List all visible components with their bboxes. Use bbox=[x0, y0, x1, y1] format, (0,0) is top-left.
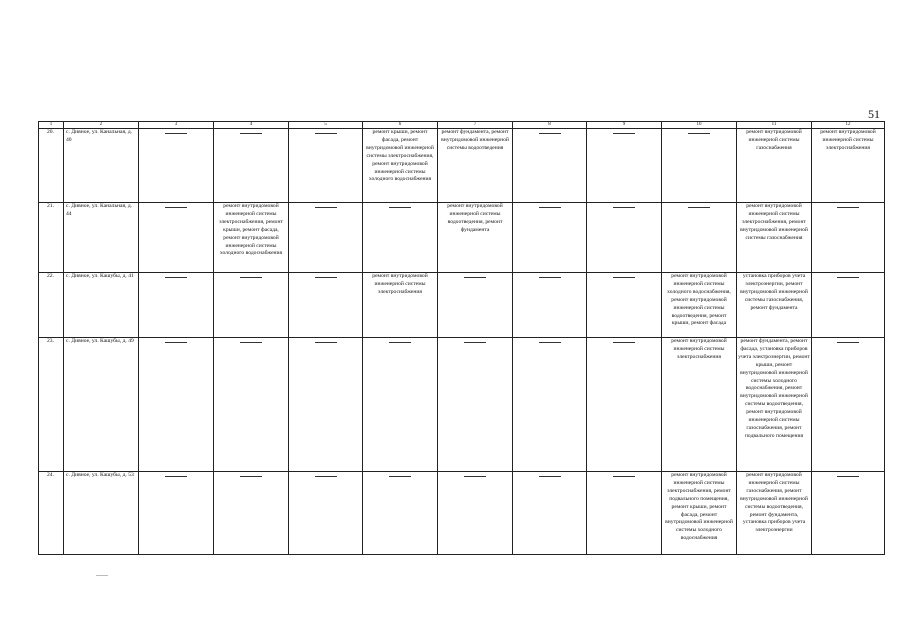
empty-cell bbox=[812, 338, 885, 472]
row-number: 22. bbox=[39, 273, 64, 338]
empty-cell bbox=[363, 203, 438, 273]
row-number: 21. bbox=[39, 203, 64, 273]
column-number-row bbox=[39, 122, 885, 129]
dash-mark bbox=[539, 207, 561, 208]
empty-cell bbox=[289, 129, 363, 203]
empty-cell bbox=[289, 203, 363, 273]
repair-schedule-table bbox=[38, 121, 885, 555]
column-number: 8 bbox=[513, 122, 587, 129]
dash-mark bbox=[613, 207, 635, 208]
address-cell: с. Дивное, ул. Кашубы, д. 49 bbox=[64, 338, 139, 472]
dash-mark bbox=[165, 133, 187, 134]
empty-cell bbox=[214, 273, 289, 338]
works-cell: ремонт фундамента, ремонт внутридомовой инженерной системы водоотведения bbox=[438, 129, 513, 203]
column-number: 12 bbox=[812, 122, 885, 129]
scan-speck bbox=[96, 575, 108, 576]
empty-cell bbox=[587, 338, 662, 472]
dash-mark bbox=[688, 207, 710, 208]
dash-mark bbox=[613, 133, 635, 134]
dash-mark bbox=[389, 476, 411, 477]
empty-cell bbox=[587, 472, 662, 555]
empty-cell bbox=[363, 472, 438, 555]
dash-mark bbox=[613, 277, 635, 278]
works-cell: ремонт внутридомовой инженерной системы водоотведения, ремонт фундамента bbox=[438, 203, 513, 273]
table-row bbox=[39, 338, 885, 472]
empty-cell bbox=[139, 203, 214, 273]
works-cell: ремонт внутридомовой инженерной системы газоснабжения, ремонт внутридомовой инженерной системы водоотведения, ремонт фундамента, установка приборов учета электроэнергии bbox=[737, 472, 812, 555]
empty-cell bbox=[139, 273, 214, 338]
page-number: 51 bbox=[868, 107, 880, 121]
empty-cell bbox=[513, 203, 587, 273]
dash-mark bbox=[315, 277, 337, 278]
works-cell: ремонт крыши, ремонт фасада, ремонт внутридомовой инженерной системы электроснабжения, ремонт внутридомовой инженерной системы холодного водоснабжения bbox=[363, 129, 438, 203]
dash-mark bbox=[240, 133, 262, 134]
dash-mark bbox=[837, 277, 859, 278]
column-number: 1 bbox=[39, 122, 64, 129]
address-cell: с. Дивное, ул. Канальная, д. 40 bbox=[64, 129, 139, 203]
works-cell: ремонт внутридомовой инженерной системы электроснабжения, ремонт крыши, ремонт фасада, ремонт внутридомовой инженерной системы холодного водоснабжения bbox=[214, 203, 289, 273]
column-number: 11 bbox=[737, 122, 812, 129]
empty-cell bbox=[438, 472, 513, 555]
empty-cell bbox=[587, 129, 662, 203]
dash-mark bbox=[240, 342, 262, 343]
table-row bbox=[39, 273, 885, 338]
row-number: 23. bbox=[39, 338, 64, 472]
empty-cell bbox=[662, 129, 737, 203]
dash-mark bbox=[539, 133, 561, 134]
works-cell: ремонт фундамента, ремонт фасада, установка приборов учета электроэнергии, ремонт крыши, ремонт внутридомовой инженерной системы холодного водоснабжения, ремонт внутридомовой инженерной системы водоотведения, ремонт внутридомовой инженерной системы газоснабжения, ремонт подвального помещения bbox=[737, 338, 812, 472]
dash-mark bbox=[240, 476, 262, 477]
dash-mark bbox=[837, 207, 859, 208]
empty-cell bbox=[513, 472, 587, 555]
dash-mark bbox=[240, 277, 262, 278]
dash-mark bbox=[315, 207, 337, 208]
dash-mark bbox=[464, 476, 486, 477]
empty-cell bbox=[214, 472, 289, 555]
dash-mark bbox=[539, 277, 561, 278]
dash-mark bbox=[389, 342, 411, 343]
dash-mark bbox=[837, 342, 859, 343]
empty-cell bbox=[289, 472, 363, 555]
works-cell: ремонт внутридомовой инженерной системы электроснабжения bbox=[363, 273, 438, 338]
empty-cell bbox=[812, 273, 885, 338]
dash-mark bbox=[464, 342, 486, 343]
column-number: 10 bbox=[662, 122, 737, 129]
column-number: 3 bbox=[139, 122, 214, 129]
empty-cell bbox=[812, 472, 885, 555]
column-number: 2 bbox=[64, 122, 139, 129]
empty-cell bbox=[812, 203, 885, 273]
column-number: 9 bbox=[587, 122, 662, 129]
empty-cell bbox=[587, 273, 662, 338]
empty-cell bbox=[289, 273, 363, 338]
empty-cell bbox=[513, 273, 587, 338]
dash-mark bbox=[539, 342, 561, 343]
table-row bbox=[39, 129, 885, 203]
empty-cell bbox=[214, 338, 289, 472]
dash-mark bbox=[315, 476, 337, 477]
column-number: 7 bbox=[438, 122, 513, 129]
column-number: 6 bbox=[363, 122, 438, 129]
table-row bbox=[39, 472, 885, 555]
empty-cell bbox=[214, 129, 289, 203]
empty-cell bbox=[513, 129, 587, 203]
table-row bbox=[39, 203, 885, 273]
empty-cell bbox=[289, 338, 363, 472]
address-cell: с. Дивное, ул. Кашубы, д. 41 bbox=[64, 273, 139, 338]
dash-mark bbox=[464, 277, 486, 278]
address-cell: с. Дивное, ул. Канальная, д. 44 bbox=[64, 203, 139, 273]
works-cell: ремонт внутридомовой инженерной системы электроснабжения, ремонт подвального помещения, ремонт крыши, ремонт фасада, ремонт внутридомовой инженерной системы холодного водоснабжения bbox=[662, 472, 737, 555]
dash-mark bbox=[315, 342, 337, 343]
empty-cell bbox=[139, 472, 214, 555]
column-number: 4 bbox=[214, 122, 289, 129]
dash-mark bbox=[613, 476, 635, 477]
column-number: 5 bbox=[289, 122, 363, 129]
empty-cell bbox=[513, 338, 587, 472]
empty-cell bbox=[438, 338, 513, 472]
works-cell: ремонт внутридомовой инженерной системы электроснабжения bbox=[812, 129, 885, 203]
dash-mark bbox=[688, 133, 710, 134]
works-cell: ремонт внутридомовой инженерной системы электроснабжения, ремонт внутридомовой инженерной системы газоснабжения bbox=[737, 203, 812, 273]
address-cell: с. Дивное, ул. Кашубы, д. 53 bbox=[64, 472, 139, 555]
dash-mark bbox=[539, 476, 561, 477]
dash-mark bbox=[315, 133, 337, 134]
dash-mark bbox=[165, 342, 187, 343]
empty-cell bbox=[587, 203, 662, 273]
dash-mark bbox=[837, 476, 859, 477]
empty-cell bbox=[139, 129, 214, 203]
works-cell: установка приборов учета электроэнергии, ремонт внутридомовой инженерной системы газоснабжения, ремонт фундамента bbox=[737, 273, 812, 338]
dash-mark bbox=[165, 207, 187, 208]
dash-mark bbox=[165, 476, 187, 477]
row-number: 24. bbox=[39, 472, 64, 555]
dash-mark bbox=[389, 207, 411, 208]
works-cell: ремонт внутридомовой инженерной системы холодного водоснабжения, ремонт внутридомовой инженерной системы водоотведения, ремонт крыши, ремонт фасада bbox=[662, 273, 737, 338]
row-number: 20. bbox=[39, 129, 64, 203]
dash-mark bbox=[613, 342, 635, 343]
empty-cell bbox=[438, 273, 513, 338]
works-cell: ремонт внутридомовой инженерной системы электроснабжения bbox=[662, 338, 737, 472]
dash-mark bbox=[165, 277, 187, 278]
empty-cell bbox=[363, 338, 438, 472]
works-cell: ремонт внутридомовой инженерной системы газоснабжения bbox=[737, 129, 812, 203]
empty-cell bbox=[139, 338, 214, 472]
empty-cell bbox=[662, 203, 737, 273]
